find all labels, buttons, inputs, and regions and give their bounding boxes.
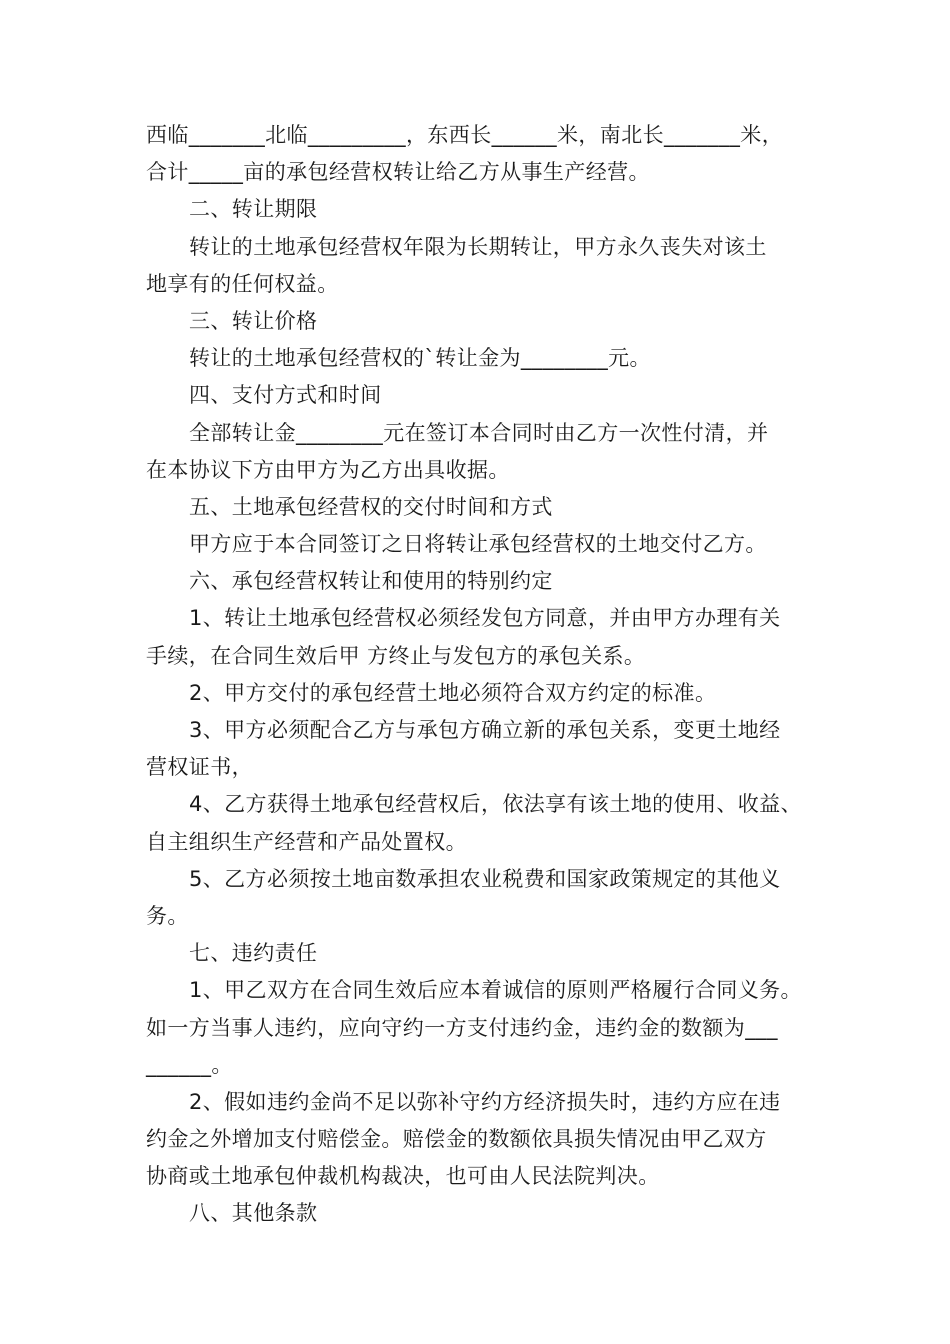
section-heading: 五、土地承包经营权的交付时间和方式 (189, 494, 553, 519)
text-line: ______。 (146, 1052, 233, 1077)
section-heading: 三、转让价格 (189, 308, 318, 333)
text-line: 营权证书， (146, 755, 253, 780)
clause-line: 1、甲乙双方在合同生效后应本着诚信的原则严格履行合同义务。 (189, 978, 802, 1003)
document-body (146, 117, 826, 1233)
clause-line: 4、乙方获得土地承包经营权后，依法享有该土地的使用、收益、 (189, 792, 802, 817)
section-heading: 四、支付方式和时间 (189, 383, 382, 408)
clause-line: 3、甲方必须配合乙方与承包方确立新的承包关系，变更土地经 (189, 718, 781, 742)
text-line: 西临_______北临_________，东西长______米，南北长_______米， (146, 123, 784, 147)
text-line: 全部转让金________元在签订本合同时由乙方一次性付清，并 (189, 420, 769, 445)
text-line: 合计_____亩的承包经营权转让给乙方从事生产经营。 (146, 160, 650, 185)
clause-line: 1、转让土地承包经营权必须经发包方同意，并由甲方办理有关 (189, 606, 781, 631)
text-line: 务。 (146, 903, 189, 928)
clause-line: 2、甲方交付的承包经营土地必须符合双方约定的标准。 (189, 680, 717, 705)
text-line: 约金之外增加支付赔偿金。赔偿金的数额依具损失情况由甲乙双方 (146, 1127, 767, 1152)
clause-line: 2、假如违约金尚不足以弥补守约方经济损失时，违约方应在违 (189, 1089, 781, 1114)
text-line: 自主组织生产经营和产品处置权。 (146, 829, 467, 854)
section-heading: 二、转让期限 (189, 197, 318, 222)
text-line: 如一方当事人违约，应向守约一方支付违约金，违约金的数额为___ (146, 1015, 778, 1040)
text-line: 协商或土地承包仲裁机构裁决，也可由人民法院判决。 (146, 1164, 660, 1189)
text-line: 地享有的任何权益。 (146, 271, 339, 296)
section-heading: 七、违约责任 (189, 941, 318, 966)
text-line: 在本协议下方由甲方为乙方出具收据。 (146, 457, 510, 482)
text-line: 手续，在合同生效后甲 方终止与发包方的承包关系。 (146, 643, 646, 668)
section-heading: 八、其他条款 (189, 1201, 318, 1226)
text-line: 甲方应于本合同签订之日将转让承包经营权的土地交付乙方。 (189, 532, 767, 557)
text-line: 转让的土地承包经营权年限为长期转让，甲方永久丧失对该土 (189, 234, 767, 259)
section-heading: 六、承包经营权转让和使用的特别约定 (189, 569, 553, 594)
text-line: 转让的土地承包经营权的`转让金为________元。 (189, 346, 651, 371)
clause-line: 5、乙方必须按土地亩数承担农业税费和国家政策规定的其他义 (189, 866, 781, 891)
